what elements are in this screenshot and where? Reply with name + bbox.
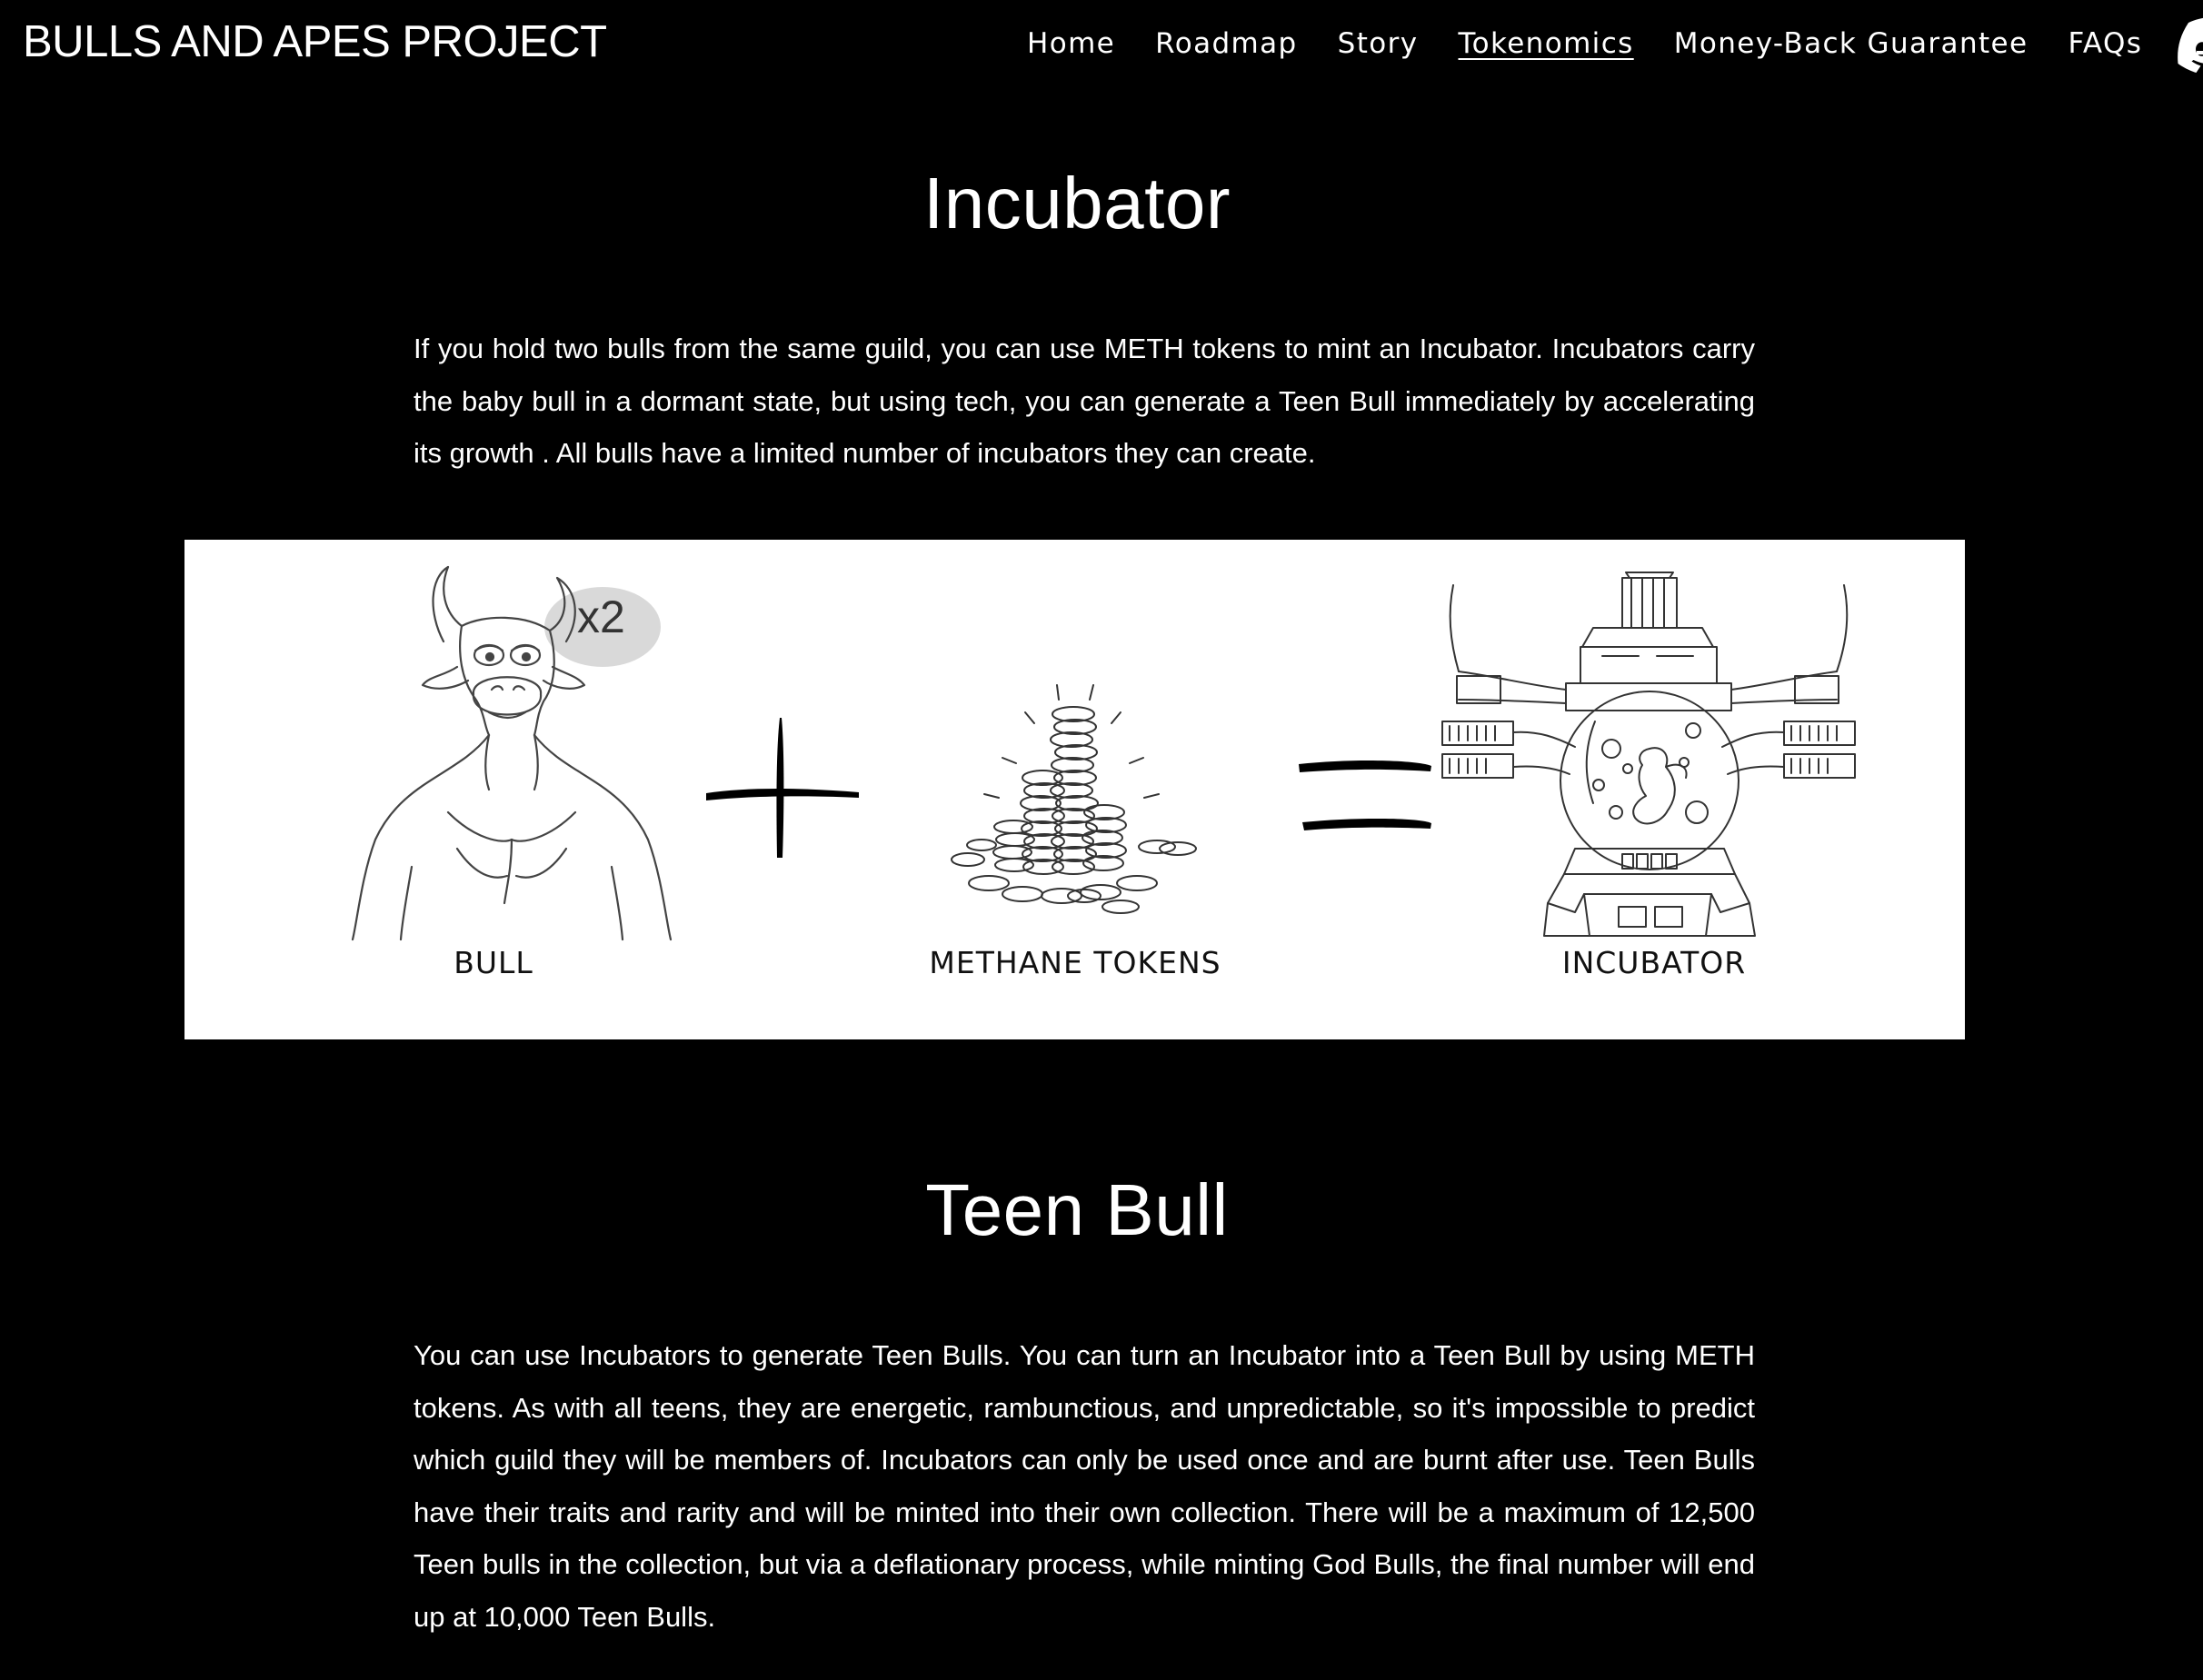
plus-icon: [706, 718, 859, 858]
teen-bull-description: You can use Incubators to generate Teen Bulls. You can turn an Incubator into a Teen Bull by using METH tokens. As with all teens, they are energetic, rambunctious, and unpredictable, so it's impossible to predict which guild they will be members of. Incubators can only be used once and are burnt after use. Teen Bulls have their traits and rarity and will be minted into their own collection. There will be a maximum of 12,500 Teen bulls in the collection, but via a deflationary process, while minting God Bulls, the final number will end up at 10,000 Teen Bulls.: [414, 1339, 1755, 1633]
multiplier-label: x2: [577, 591, 625, 642]
methane-tokens-caption: METHANE TOKENS: [929, 945, 1221, 980]
methane-tokens-illustration: [952, 685, 1196, 913]
nav-money-back-guarantee[interactable]: Money-Back Guarantee: [1673, 27, 2029, 60]
incubator-heading: Incubator: [922, 163, 1231, 244]
bull-caption: BULL: [454, 945, 533, 980]
nav-roadmap[interactable]: Roadmap: [1155, 27, 1298, 60]
incubator-caption: INCUBATOR: [1561, 945, 1747, 980]
incubator-illustration: [1442, 572, 1855, 936]
nav-home[interactable]: Home: [1027, 27, 1116, 60]
teen-bull-heading: Teen Bull: [925, 1169, 1229, 1250]
incubator-description: If you hold two bulls from the same guild, you can use METH tokens to mint an Incubator. Incubators carry the baby bull in a dormant state, but using tech, you can generate a Teen Bull immediately by accelerating its growth . All bulls have a limited number of incubators they can create.: [414, 333, 1755, 470]
incubator-diagram: [184, 540, 1965, 1039]
nav-overflow-icon[interactable]: [2194, 33, 2203, 55]
main-nav: [1027, 18, 2203, 69]
nav-story[interactable]: Story: [1337, 27, 1419, 60]
nav-faqs[interactable]: FAQs: [2068, 27, 2143, 60]
nav-tokenomics[interactable]: Tokenomics: [1458, 27, 1634, 60]
site-title[interactable]: BULLS AND APES PROJECT: [23, 17, 607, 66]
equals-icon: [1299, 760, 1431, 830]
